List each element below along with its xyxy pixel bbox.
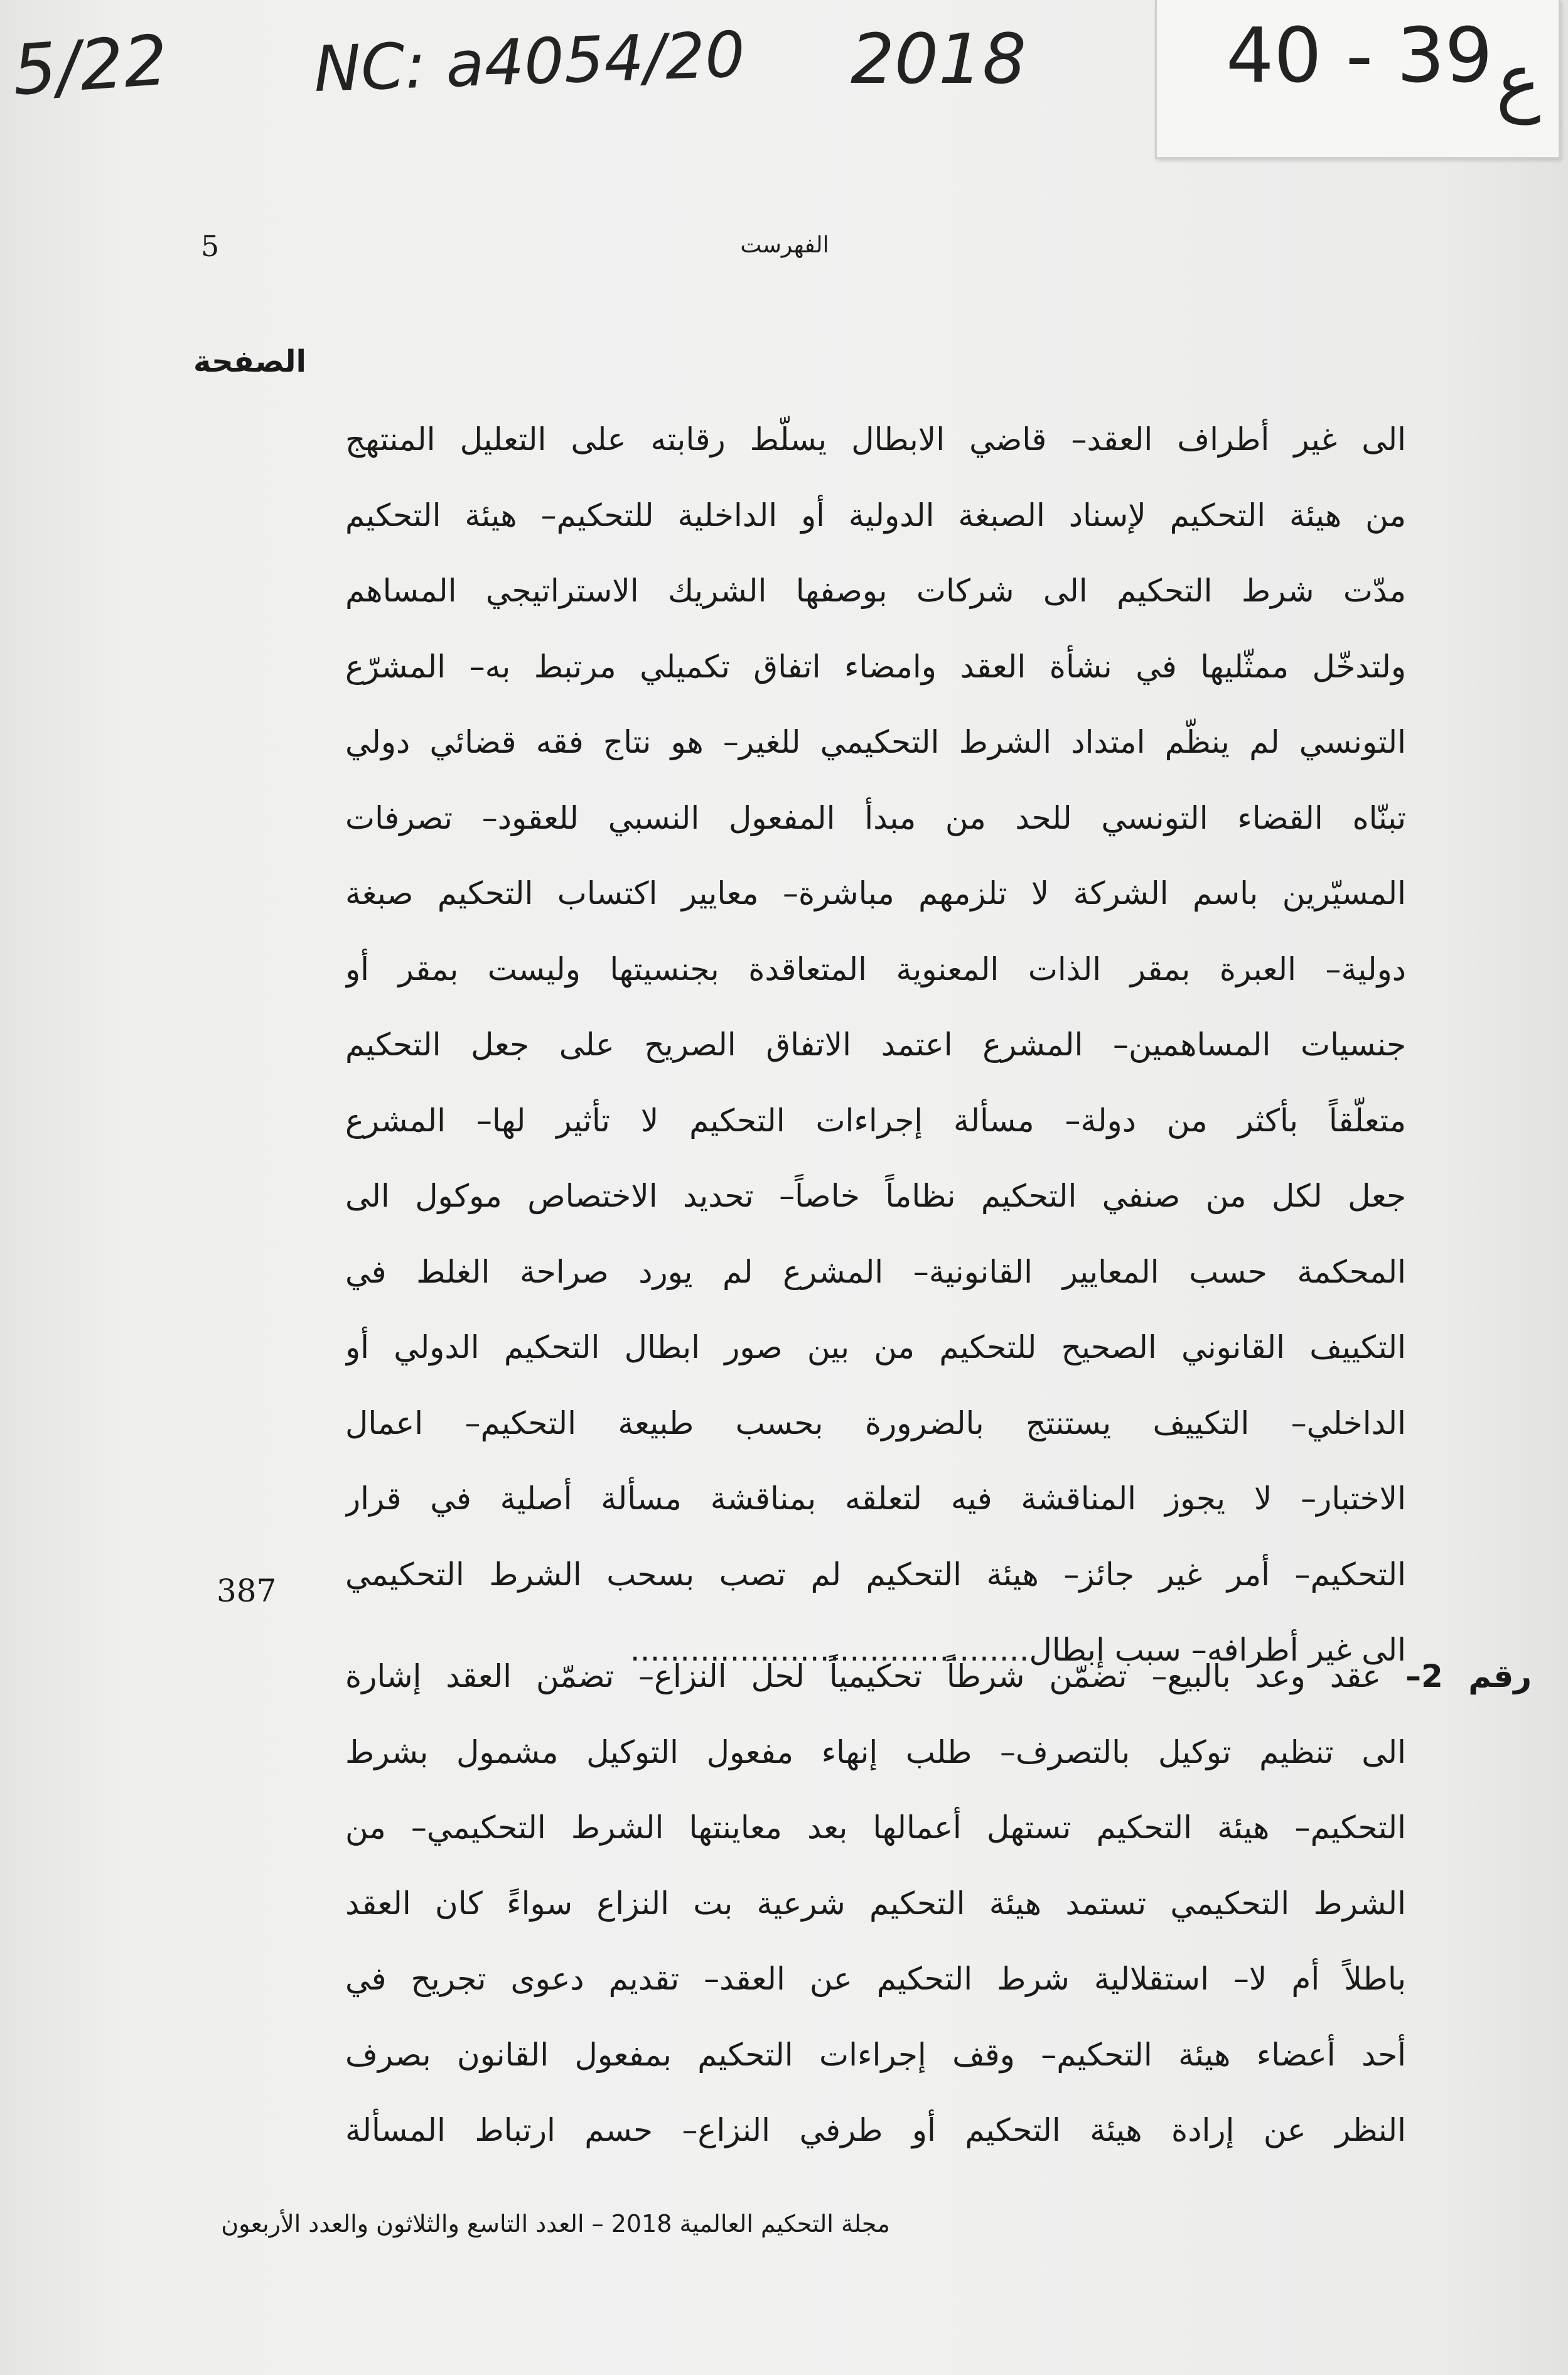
entry-line: المحكمة حسب المعايير القانونية– المشرع لم يورد صراحة الغلط في: [345, 1253, 1406, 1290]
entry-line: أحد أعضاء هيئة التحكيم– وقف إجراءات التحكيم بمفعول القانون بصرف: [345, 2036, 1406, 2073]
page-column-header: الصفحة: [193, 344, 306, 379]
entry-line: التونسي لم ينظّم امتداد الشرط التحكيمي للغير– هو نتاج فقه قضائي دولي: [345, 724, 1406, 760]
entry-2-first-text: عقد وعد بالبيع– تضمّن شرطاً تحكيمياً لحل النزاع– تضمّن العقد إشارة: [345, 1658, 1382, 1694]
page-range-sticker: [1155, 0, 1560, 159]
entry-line: التحكيم– أمر غير جائز– هيئة التحكيم لم تصب بسحب الشرط التحكيمي: [345, 1556, 1406, 1593]
entry-line: ولتدخّل ممثّليها في نشأة العقد وامضاء اتفاق تكميلي مرتبط به– المشرّع: [345, 648, 1406, 685]
index-entry-2: [345, 1639, 1532, 2168]
entry-line: جنسيات المساهمين– المشرع اعتمد الاتفاق الصريح على جعل التحكيم: [345, 1026, 1406, 1063]
entry-line: الى غير أطرافه– سبب إبطال........................................: [630, 1632, 1406, 1668]
entry-line: من هيئة التحكيم لإسناد الصبغة الدولية أو الداخلية للتحكيم– هيئة التحكيم: [345, 497, 1406, 534]
entry-line: الاختبار– لا يجوز المناقشة فيه لتعلقه بمناقشة مسألة أصلية في قرار: [345, 1480, 1406, 1517]
entry-line: متعلّقاً بأكثر من دولة– مسألة إجراءات التحكيم لا تأثير لها– المشرع: [345, 1102, 1406, 1139]
handwritten-page-range: 40 - 39: [1226, 13, 1493, 100]
entry-line: التحكيم– هيئة التحكيم تستهل أعمالها بعد معاينتها الشرط التحكيمي– من: [345, 1809, 1406, 1846]
entry-line: الداخلي– التكييف يستنتج بالضرورة بحسب طبيعة التحكيم– اعمال: [345, 1404, 1406, 1441]
handwritten-year: 2018: [851, 19, 1026, 99]
entry-2-continuation: [345, 1715, 1406, 2168]
entry-line: النظر عن إرادة هيئة التحكيم أو طرفي النزاع– حسم ارتباط المسألة: [345, 2112, 1406, 2148]
entry-line: المسيّرين باسم الشركة لا تلزمهم مباشرة– معايير اكتساب التحكيم صبغة: [345, 875, 1406, 912]
entry-line: الى تنظيم توكيل بالتصرف– طلب إنهاء مفعول التوكيل مشمول بشرط: [345, 1733, 1406, 1770]
entry-line: تبنّاه القضاء التونسي للحد من مبدأ المفعول النسبي للعقود– تصرفات: [345, 799, 1406, 836]
entry-line: الى غير أطراف العقد– قاضي الابطال يسلّط رقابته على التعليل المنتهج: [345, 421, 1406, 458]
entry-line: دولية– العبرة بمقر الذات المعنوية المتعاقدة بجنسيتها وليست بمقر أو: [345, 951, 1406, 988]
entry-line: باطلاً أم لا– استقلالية شرط التحكيم عن العقد– تقديم دعوى تجريح في: [345, 1961, 1406, 1997]
journal-footer: مجلة التحكيم العالمية 2018 – العدد التاسع والثلاثون والعدد الأربعون: [221, 2210, 890, 2238]
entry-line: التكييف القانوني الصحيح للتحكيم من بين صور ابطال التحكيم الدولي أو: [345, 1329, 1406, 1365]
entry-line: جعل لكل من صنفي التحكيم نظاماً خاصاً– تحديد الاختصاص موكول الى: [345, 1178, 1406, 1214]
entry-line: مدّت شرط التحكيم الى شركات بوصفها الشريك الاستراتيجي المساهم: [345, 573, 1406, 609]
running-head: الفهرست: [740, 232, 829, 258]
entry-2-label: رقم 2–: [1405, 1658, 1532, 1694]
entry-line: الشرط التحكيمي تستمد هيئة التحكيم شرعية بت النزاع سواءً كان العقد: [345, 1885, 1406, 1922]
handwritten-reference: NC: a4054/20: [313, 18, 746, 106]
handwritten-letter: ع: [1496, 38, 1541, 125]
show-through-text: [1400, 370, 1409, 402]
index-entry-1: [345, 402, 1406, 1688]
entry-2-first-line: [345, 1639, 1532, 1715]
entry-1-page-number: 387: [217, 1573, 277, 1609]
handwritten-date: 5/22: [9, 19, 171, 111]
page-number: 5: [201, 229, 220, 263]
